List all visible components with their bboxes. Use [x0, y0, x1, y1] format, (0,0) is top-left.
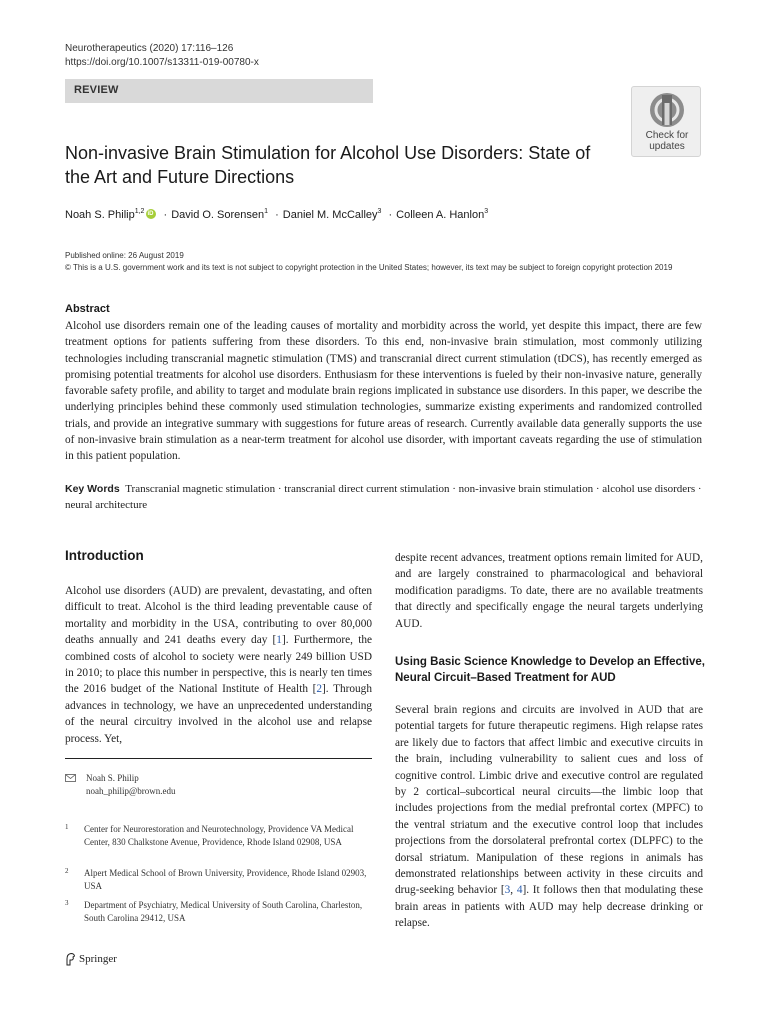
affiliation-number: 2: [65, 867, 69, 875]
affiliation-number: 1: [65, 823, 69, 831]
footnote-divider: [65, 758, 372, 759]
affiliation-text: Department of Psychiatry, Medical University of South Carolina, Charleston, South Carolina 29412, USA: [84, 900, 363, 923]
keywords: [65, 481, 705, 513]
citation-link[interactable]: 3: [504, 884, 511, 897]
article-title: Non-invasive Brain Stimulation for Alcohol Use Disorders: State of the Art and Future Directions: [65, 143, 591, 187]
journal-citation: Neurotherapeutics (2020) 17:116–126: [65, 43, 234, 54]
author-name[interactable]: Colleen A. Hanlon: [396, 209, 485, 221]
keywords-list: Transcranial magnetic stimulation · transcranial direct current stimulation · non-invasive brain stimulation · alcohol use disorders · neural architecture: [65, 483, 702, 511]
section-type-label: REVIEW: [74, 84, 119, 96]
subsection-text-part: Several brain regions and circuits are involved in AUD that are potential targets for future therapeutic regimens. High relapse rates are likely due to factors that affect limbic and executive circuits in the brain, including vulnerability to salient cues and loss of cognitive control. Limbic drive and executive control are regulated by 2 cortical–subcortical neural circuits—the limbic loop that includes projections from the medial prefrontal cortex (MPFC) to the ventral striatum and the executive control loop that includes projections from the dorsolateral prefrontal cortex (DLPFC) to the dorsal striatum. Manipulation of these regions in animals has demonstrated relationships between activity in these circuits and drug-seeking behavior [: [395, 704, 703, 897]
corresponding-author-name: Noah S. Philip: [86, 773, 139, 783]
intro-text-part: ]. Through advances in technology, we have an unprecedented understanding of the neural circuitry involved in the alcohol use and relapse process. Yet,: [65, 683, 372, 745]
citation-link[interactable]: 2: [316, 683, 323, 696]
author-affiliation-marker: 1,2: [134, 208, 145, 215]
citation-link[interactable]: 1: [276, 634, 282, 647]
intro-text-part: ]. Furthermore, the combined costs of alcohol to society were nearly 249 billion USD in 2010; to place this number in perspective, this is nearly ten times the 2016 budget of the National Institute of Health [: [65, 634, 372, 696]
section-type-bar: [65, 79, 373, 103]
keywords-heading: Key Words: [65, 483, 120, 495]
published-date: Published online: 26 August 2019: [65, 251, 184, 260]
affiliation-number: 3: [65, 899, 69, 907]
citation-link[interactable]: 4: [516, 884, 523, 897]
check-updates-line1: Check for: [645, 130, 689, 141]
author-name[interactable]: David O. Sorensen: [171, 209, 265, 221]
affiliation-text: Alpert Medical School of Brown University, Providence, Rhode Island 02903, USA: [84, 868, 367, 891]
author-list: [65, 207, 488, 223]
check-updates-line2: updates: [649, 141, 685, 152]
check-for-updates-button[interactable]: [631, 86, 701, 157]
abstract-text: Alcohol use disorders remain one of the leading causes of mortality and morbidity across the world, yet despite this impact, there are few treatment options for patients suffering from these disorders. To this end, non-invasive brain stimulation, most commonly utilizing technologies including transcranial magnetic stimulation (TMS) and transcranial direct current stimulation (tDCS), has recently emerged as promising potential treatments for alcohol use disorders. Enthusiasm for these interventions is fueled by their non-invasive nature, generally favorable safety profile, and ability to target and modulate brain regions implicated in substance use disorders. In this paper, we describe the underlying principles behind these commonly used stimulation technologies, summarize existing experiments and randomized controlled trials, and provide an integrative summary with suggestions for future areas of research. Currently available data generally supports the use of non-invasive brain stimulation as a near-term treatment for alcohol use disorder, with important caveats regarding the use of stimulation in this patient population.: [65, 320, 702, 463]
author-affiliation-marker: 1: [264, 208, 269, 215]
subsection-text-part: ]. It follows then that modulating these brain areas in patients with AUD may help decrease drinking or relapse.: [395, 884, 703, 930]
author-separator: ·: [388, 209, 393, 221]
subsection-heading: Using Basic Science Knowledge to Develop an Effective, Neural Circuit–Based Treatment for AUD: [395, 656, 705, 684]
introduction-continuation: despite recent advances, treatment options remain limited for AUD, and are largely constrained to pharmacological and behavioral modification paradigms. To date, there are no available treatments that directly and specifically engage the neural targets underlying AUD.: [395, 552, 703, 630]
check-updates-icon: [648, 91, 686, 129]
introduction-paragraph: [65, 583, 372, 747]
author-name[interactable]: Daniel M. McCalley: [282, 209, 378, 221]
affiliation-text: Center for Neurorestoration and Neurotechnology, Providence VA Medical Center, 830 Chalkstone Avenue, Providence, Rhode Island 02908, USA: [84, 824, 354, 847]
subsection-paragraph: [395, 702, 703, 932]
corresponding-author-email[interactable]: noah_philip@brown.edu: [86, 786, 176, 796]
doi-link[interactable]: https://doi.org/10.1007/s13311-019-00780-x: [65, 57, 259, 68]
publisher-name: Springer: [79, 953, 117, 965]
author-affiliation-marker: 3: [484, 208, 489, 215]
springer-horse-icon: [65, 952, 76, 966]
copyright-notice: © This is a U.S. government work and its text is not subject to copyright protection in the United States; however, its text may be subject to foreign copyright protection 2019: [65, 263, 673, 272]
intro-text-part: Alcohol use disorders (AUD) are prevalent, devastating, and often difficult to treat. Alcohol is the third leading preventable cause of mortality and morbidity in the USA, contributing to over 80,000 deaths annually and 241 deaths every day [: [65, 585, 372, 647]
author-separator: ·: [163, 209, 168, 221]
citation-separator: ,: [510, 884, 517, 897]
introduction-heading: Introduction: [65, 548, 144, 563]
author-separator: ·: [275, 209, 279, 221]
orcid-icon[interactable]: [146, 209, 156, 219]
author-affiliation-marker: 3: [377, 208, 382, 215]
abstract-heading: Abstract: [65, 303, 110, 315]
author-name[interactable]: Noah S. Philip: [65, 209, 135, 221]
envelope-icon: [65, 774, 76, 782]
